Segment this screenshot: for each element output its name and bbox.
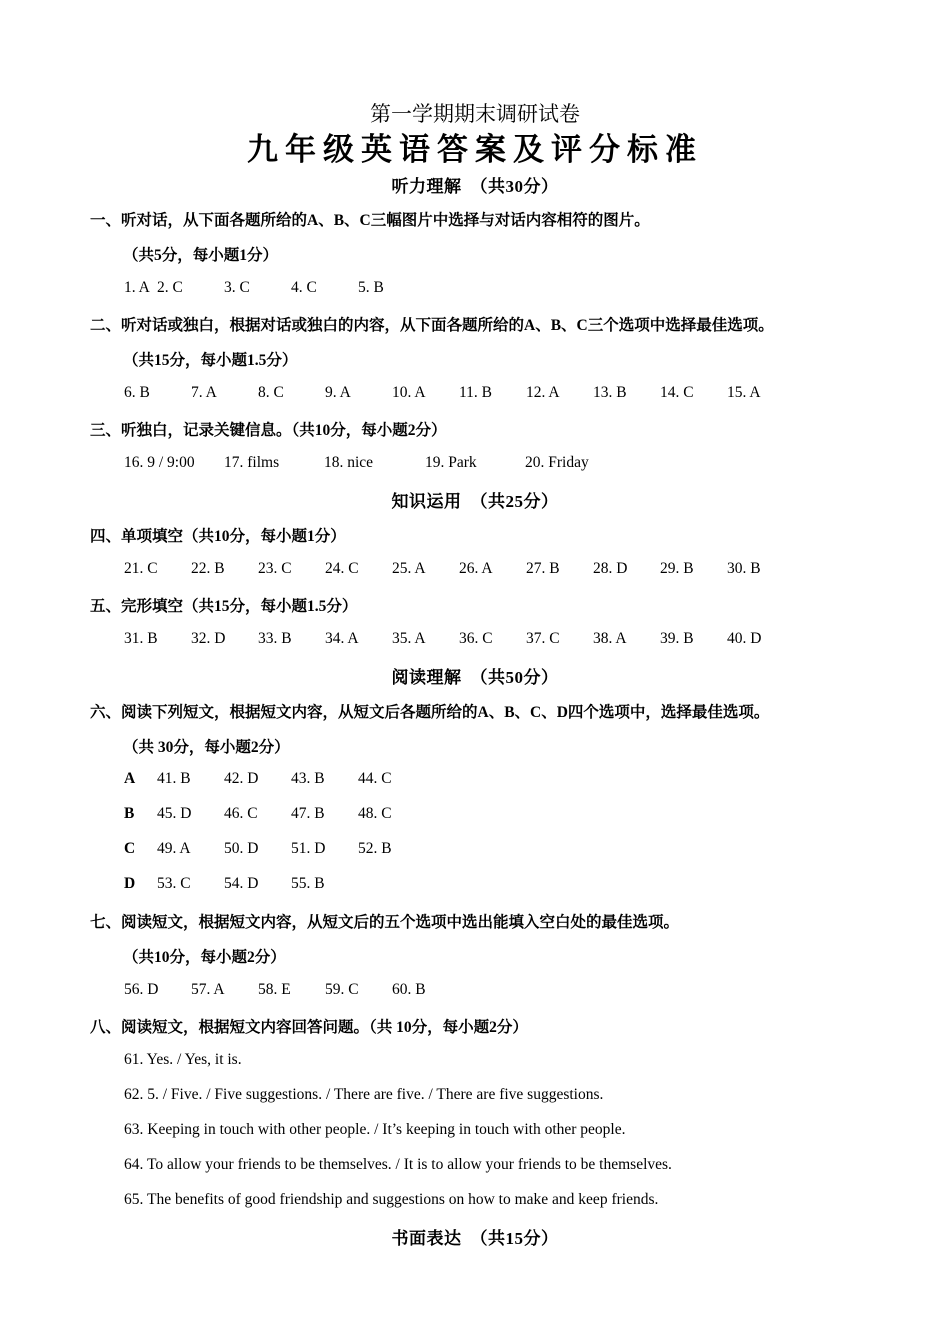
- answer-item: 27. B: [526, 560, 560, 577]
- section-heading-knowledge: 知识运用 （共25分）: [391, 492, 559, 511]
- answer-item: 32. D: [191, 630, 226, 647]
- section-heading-listening: 听力理解 （共30分）: [391, 177, 559, 196]
- answer-item: 62. 5. / Five. / Five suggestions. / There are five. / There are five suggestions.: [124, 1086, 604, 1103]
- answer-item: 54. D: [224, 875, 259, 892]
- answer-item: 55. B: [291, 875, 325, 892]
- answer-item: 34. A: [325, 630, 359, 647]
- answer-item: 38. A: [593, 630, 627, 647]
- answer-item: 26. A: [459, 560, 493, 577]
- answer-item: 36. C: [459, 630, 493, 647]
- answer-item: 65. The benefits of good friendship and suggestions on how to make and keep friends.: [124, 1191, 659, 1208]
- answer-item: 15. A: [727, 384, 761, 401]
- answer-item: 23. C: [258, 560, 292, 577]
- answer-item: 53. C: [157, 875, 191, 892]
- answer-item: 13. B: [593, 384, 627, 401]
- answer-item: 7. A: [191, 384, 217, 401]
- answer-item: 9. A: [325, 384, 351, 401]
- answer-item: 28. D: [593, 560, 628, 577]
- answer-item: 12. A: [526, 384, 560, 401]
- question-5-prompt: 五、完形填空（共15分，每小题1.5分）: [90, 598, 358, 615]
- answer-item: 51. D: [291, 840, 326, 857]
- answer-item: 57. A: [191, 981, 225, 998]
- answer-item: 21. C: [124, 560, 158, 577]
- question-2-prompt: 二、听对话或独白，根据对话或独白的内容，从下面各题所给的A、B、C三个选项中选择最佳选项。: [90, 317, 774, 334]
- page-subtitle: 第一学期期末调研试卷: [370, 102, 580, 126]
- answer-item: 35. A: [392, 630, 426, 647]
- answer-item: 44. C: [358, 770, 392, 787]
- answer-item: 63. Keeping in touch with other people. / It’s keeping in touch with other people.: [124, 1121, 626, 1138]
- answer-item: 33. B: [258, 630, 292, 647]
- answer-item: 18. nice: [324, 454, 374, 471]
- question-7-prompt: 七、阅读短文，根据短文内容，从短文后的五个选项中选出能填入空白处的最佳选项。: [90, 914, 680, 931]
- question-6-note: （共 30分，每小题2分）: [123, 739, 290, 756]
- question-4-prompt: 四、单项填空（共10分，每小题1分）: [90, 528, 346, 545]
- question-1-note: （共5分，每小题1分）: [123, 247, 279, 264]
- answer-item: 50. D: [224, 840, 259, 857]
- answer-item: 59. C: [325, 981, 359, 998]
- page-title: 九年级英语答案及评分标准: [247, 132, 703, 167]
- answer-item: 11. B: [459, 384, 493, 401]
- passage-label: A: [124, 770, 136, 787]
- answer-item: 52. B: [358, 840, 392, 857]
- answer-item: 20. Friday: [525, 454, 589, 471]
- answer-item: 16. 9 / 9:00: [124, 454, 195, 471]
- answer-item: 4. C: [291, 279, 317, 296]
- section-heading-writing: 书面表达 （共15分）: [391, 1229, 559, 1248]
- passage-label: B: [124, 805, 135, 822]
- answer-item: 49. A: [157, 840, 191, 857]
- answer-item: 6. B: [124, 384, 150, 401]
- answer-item: 19. Park: [425, 454, 477, 471]
- question-2-note: （共15分，每小题1.5分）: [123, 352, 298, 369]
- answer-item: 31. B: [124, 630, 158, 647]
- answer-item: 46. C: [224, 805, 258, 822]
- question-1-prompt: 一、听对话，从下面各题所给的A、B、C三幅图片中选择与对话内容相符的图片。: [90, 212, 650, 229]
- answer-item: 25. A: [392, 560, 426, 577]
- passage-label: D: [124, 875, 136, 892]
- answer-item: 37. C: [526, 630, 560, 647]
- answer-item: 58. E: [258, 981, 291, 998]
- answer-item: 1. A: [124, 279, 150, 296]
- question-8-prompt: 八、阅读短文，根据短文内容回答问题。（共 10分，每小题2分）: [90, 1019, 528, 1036]
- answer-item: 39. B: [660, 630, 694, 647]
- answer-item: 60. B: [392, 981, 426, 998]
- answer-item: 40. D: [727, 630, 762, 647]
- answer-item: 24. C: [325, 560, 359, 577]
- answer-item: 48. C: [358, 805, 392, 822]
- answer-item: 42. D: [224, 770, 259, 787]
- answer-item: 10. A: [392, 384, 426, 401]
- answer-item: 5. B: [358, 279, 384, 296]
- answer-item: 43. B: [291, 770, 325, 787]
- answer-item: 2. C: [157, 279, 183, 296]
- answer-item: 47. B: [291, 805, 325, 822]
- question-7-note: （共10分，每小题2分）: [123, 949, 286, 966]
- answer-item: 41. B: [157, 770, 191, 787]
- passage-label: C: [124, 840, 136, 857]
- answer-item: 56. D: [124, 981, 159, 998]
- answer-item: 30. B: [727, 560, 761, 577]
- answer-item: 8. C: [258, 384, 284, 401]
- answer-item: 29. B: [660, 560, 694, 577]
- answer-item: 22. B: [191, 560, 225, 577]
- question-6-prompt: 六、阅读下列短文，根据短文内容，从短文后各题所给的A、B、C、D四个选项中，选择最佳选项。: [90, 704, 770, 721]
- answer-item: 3. C: [224, 279, 250, 296]
- answer-item: 17. films: [224, 454, 280, 471]
- question-3-prompt: 三、听独白，记录关键信息。（共10分，每小题2分）: [90, 422, 447, 439]
- answer-item: 64. To allow your friends to be themselves. / It is to allow your friends to be themselves.: [124, 1156, 672, 1173]
- answer-item: 45. D: [157, 805, 192, 822]
- answer-item: 14. C: [660, 384, 694, 401]
- section-heading-reading: 阅读理解 （共50分）: [391, 668, 559, 687]
- answer-item: 61. Yes. / Yes, it is.: [124, 1051, 242, 1068]
